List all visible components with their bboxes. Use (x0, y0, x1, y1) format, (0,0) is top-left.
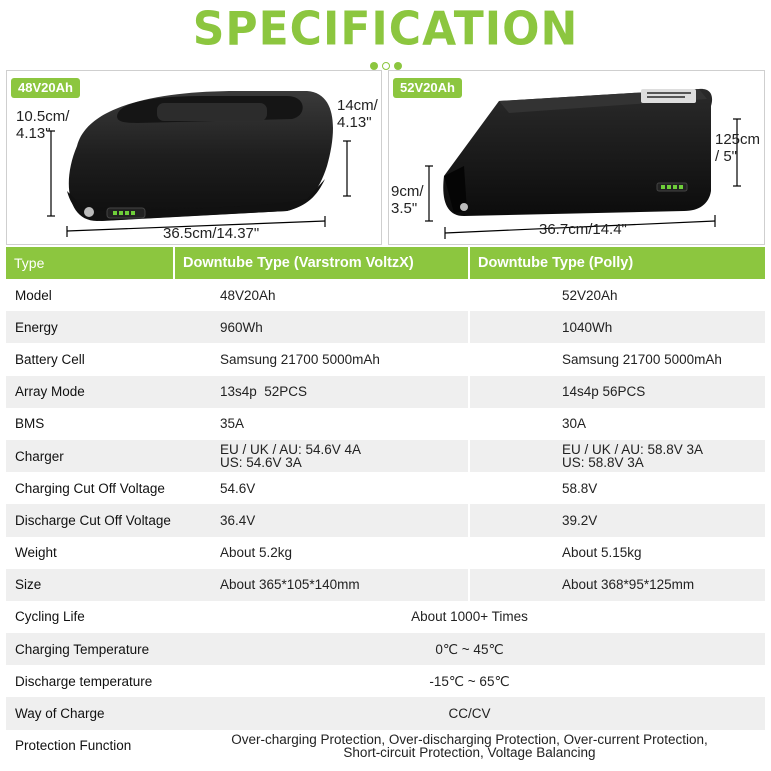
width-label-bottom: 4.13" (337, 114, 372, 131)
row-label: Charging Cut Off Voltage (6, 472, 174, 504)
header-type: Type (6, 247, 174, 279)
table-row (6, 472, 765, 504)
table-row (6, 440, 765, 472)
protection-line-1: Over-charging Protection, Over-discharging Protection, Over-current Protection, (231, 731, 708, 747)
product-panel-48v (6, 70, 382, 245)
row-label: Discharge Cut Off Voltage (6, 504, 174, 536)
product-tag-48v: 48V20Ah (11, 78, 80, 98)
value-polly: 39.2V (469, 504, 765, 536)
value-polly: About 368*95*125mm (469, 569, 765, 601)
value-varstrom: Samsung 21700 5000mAh (174, 343, 469, 375)
table-row (6, 504, 765, 536)
table-row (6, 697, 765, 729)
table-row (6, 633, 765, 665)
row-label: Model (6, 279, 174, 311)
value-shared: About 1000+ Times (174, 601, 765, 633)
width-dimension-label (337, 97, 378, 131)
carousel-dot-3[interactable] (394, 62, 402, 70)
table-row (6, 601, 765, 633)
row-label: Charger (6, 440, 174, 472)
table-row (6, 730, 765, 762)
value-varstrom: About 5.2kg (174, 537, 469, 569)
table-row (6, 311, 765, 343)
header-varstrom: Downtube Type (Varstrom VoltzX) (174, 247, 469, 279)
spec-table (6, 247, 765, 762)
value-shared: CC/CV (174, 697, 765, 729)
value-shared: -15℃ ~ 65℃ (174, 665, 765, 697)
value-varstrom (174, 440, 469, 472)
header-polly: Downtube Type (Polly) (469, 247, 765, 279)
length-dimension-label: 36.7cm/14.4" (539, 221, 627, 238)
protection-line-2: Short-circuit Protection, Voltage Balancing (343, 744, 596, 760)
length-dimension-label: 36.5cm/14.37" (163, 225, 260, 242)
height-label-top: 10.5cm/ (16, 108, 70, 125)
table-header-row (6, 247, 765, 279)
table-row (6, 537, 765, 569)
row-label: Array Mode (6, 376, 174, 408)
row-label: Charging Temperature (6, 633, 174, 665)
carousel-dot-1[interactable] (370, 62, 378, 70)
row-label: Size (6, 569, 174, 601)
value-shared (174, 730, 765, 762)
row-label: Protection Function (6, 730, 174, 762)
width-dimension-label (715, 131, 760, 165)
product-tag-52v: 52V20Ah (393, 78, 462, 98)
table-row (6, 408, 765, 440)
charger-line-2: US: 58.8V 3A (562, 455, 644, 471)
page-title: SPECIFICATION (192, 2, 579, 57)
value-varstrom: 13s4p 52PCS (174, 376, 469, 408)
value-polly: 1040Wh (469, 311, 765, 343)
value-polly: About 5.15kg (469, 537, 765, 569)
value-polly: Samsung 21700 5000mAh (469, 343, 765, 375)
width-label-top: 125cm (715, 131, 761, 148)
value-polly (469, 440, 765, 472)
value-varstrom: 35A (174, 408, 469, 440)
charger-line-1: EU / UK / AU: 58.8V 3A (562, 442, 704, 458)
value-polly: 58.8V (469, 472, 765, 504)
height-dimension-label (16, 108, 69, 142)
row-label: Weight (6, 537, 174, 569)
table-row (6, 279, 765, 311)
charger-line-1: EU / UK / AU: 54.6V 4A (220, 442, 362, 458)
height-label-bottom: 4.13" (16, 125, 51, 142)
height-label-top: 9cm/ (391, 183, 424, 200)
value-polly: 30A (469, 408, 765, 440)
value-shared: 0℃ ~ 45℃ (174, 633, 765, 665)
value-varstrom: 54.6V (174, 472, 469, 504)
carousel-dot-2[interactable] (382, 62, 390, 70)
value-varstrom: 960Wh (174, 311, 469, 343)
value-varstrom: About 365*105*140mm (174, 569, 469, 601)
height-label-bottom: 3.5" (391, 200, 418, 217)
row-label: Way of Charge (6, 697, 174, 729)
table-row (6, 343, 765, 375)
value-varstrom: 36.4V (174, 504, 469, 536)
row-label: Battery Cell (6, 343, 174, 375)
row-label: Energy (6, 311, 174, 343)
charger-line-2: US: 54.6V 3A (220, 455, 302, 471)
width-label-top: 14cm/ (337, 97, 378, 114)
table-row (6, 665, 765, 697)
table-row (6, 569, 765, 601)
value-polly: 14s4p 56PCS (469, 376, 765, 408)
value-polly: 52V20Ah (469, 279, 765, 311)
value-varstrom: 48V20Ah (174, 279, 469, 311)
table-row (6, 376, 765, 408)
row-label: Cycling Life (6, 601, 174, 633)
row-label: Discharge temperature (6, 665, 174, 697)
row-label: BMS (6, 408, 174, 440)
height-dimension-label (391, 183, 424, 217)
carousel-dots (0, 57, 771, 69)
width-label-bottom: / 5" (715, 148, 738, 165)
product-panel-52v (388, 70, 765, 245)
